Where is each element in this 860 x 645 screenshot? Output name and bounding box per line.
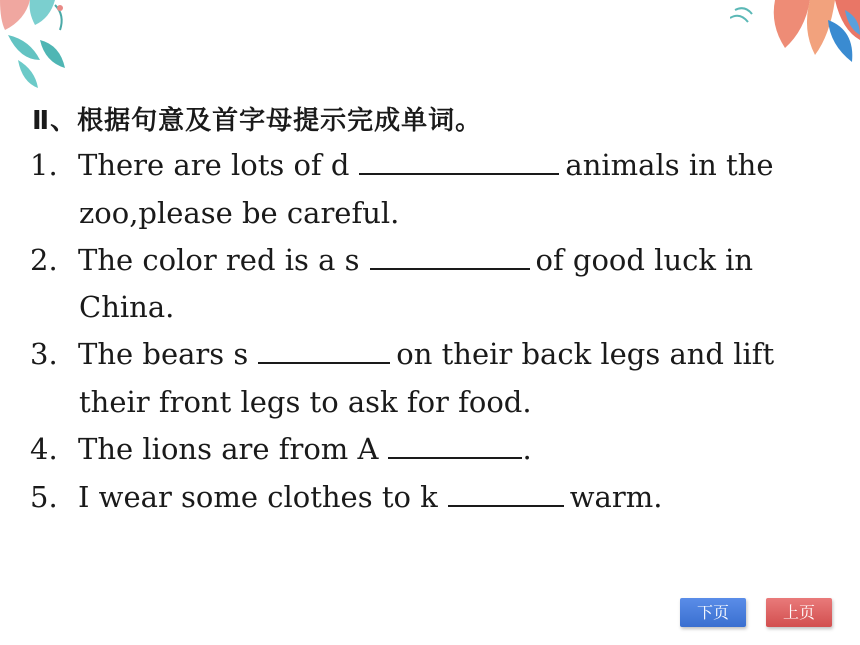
question-number: 5.: [30, 480, 58, 514]
question-number: 3.: [30, 337, 58, 371]
question-text: The bears s: [78, 337, 249, 371]
answer-blank[interactable]: [370, 244, 530, 270]
question-4: [30, 432, 532, 466]
question-text: .: [522, 432, 532, 466]
question-number: 1.: [30, 148, 58, 182]
question-text: of good luck in: [535, 243, 754, 277]
question-text: I wear some clothes to k: [78, 480, 438, 514]
question-text: There are lots of d: [78, 148, 350, 182]
question-number: 2.: [30, 243, 58, 277]
question-1: [30, 148, 774, 182]
leaf-decoration-icon: [0, 0, 90, 95]
question-3: [30, 337, 774, 371]
answer-blank[interactable]: [388, 433, 522, 459]
previous-page-button[interactable]: 上页: [766, 598, 832, 627]
question-text: warm.: [569, 480, 663, 514]
question-2-continued: China.: [79, 290, 175, 324]
question-1-continued: zoo,please be careful.: [79, 196, 400, 230]
question-5: [30, 480, 662, 514]
answer-blank[interactable]: [359, 149, 559, 175]
answer-blank[interactable]: [448, 481, 564, 507]
question-3-continued: their front legs to ask for food.: [79, 385, 532, 419]
exercise-heading: Ⅱ、根据句意及首字母提示完成单词。: [32, 106, 483, 136]
question-2: [30, 243, 753, 277]
question-text: The color red is a s: [78, 243, 360, 277]
question-number: 4.: [30, 432, 58, 466]
question-text: on their back legs and lift: [396, 337, 775, 371]
question-text: The lions are from A: [78, 432, 379, 466]
flower-decoration-icon: [730, 0, 860, 70]
answer-blank[interactable]: [258, 338, 390, 364]
question-text: animals in the: [565, 148, 774, 182]
next-page-button[interactable]: 下页: [680, 598, 746, 627]
